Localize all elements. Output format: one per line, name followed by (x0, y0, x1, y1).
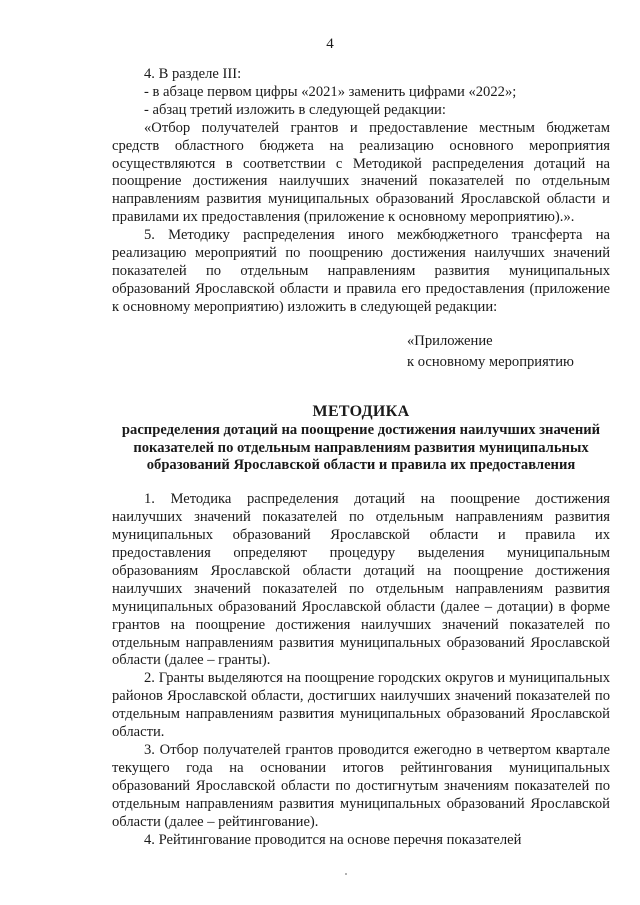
methodology-subtitle: распределения дотаций на поощрение достижения наилучших значений показателей по отдельным направлениям развития муниципальных образований Ярославской области и правила их предоставления (121, 421, 601, 474)
paragraph-5: 5. Методику распределения иного межбюджетного трансферта на реализацию мероприятий по поощрению достижения наилучших значений показателей по отдельным направлениям развития муниципальных образований Ярославской области и правила его предоставления (приложение к основному мероприятию) изложить в следующей редакции: (112, 227, 610, 315)
scan-artifact-dot (345, 873, 347, 875)
methodology-paragraph-1: 1. Методика распределения дотаций на поощрение достижения наилучших значений показателей по отдельным направлениям развития муниципальных образований Ярославской области и правила их предоставления определяют процедуру выделения муниципальным образованиям Ярославской области дотаций на поощрение достижения наилучших значений показателей по отдельным направлениям развития муниципальных образований Ярославской области (далее – дотации) в форме грантов на поощрение достижения наилучших значений показателей по отдельным направлениям развития муниципальных образований Ярославской области (далее – гранты). (112, 491, 610, 669)
methodology-paragraph-2: 2. Гранты выделяются на поощрение городских округов и муниципальных районов Ярославской области, достигших наилучших значений показателей по отдельным направлениям развития муниципальных образований Ярославской области. (112, 670, 610, 741)
appendix-line-2: к основному мероприятию (407, 353, 574, 370)
methodology-title-block (112, 403, 610, 476)
amendment-item-2: - абзац третий изложить в следующей редакции: (144, 101, 446, 118)
amendment-item-1: - в абзаце первом цифры «2021» заменить цифрами «2022»; (144, 83, 517, 100)
amendment-quote: «Отбор получателей грантов и предоставление местным бюджетам средств областного бюджета на реализацию основного мероприятия осуществляются в соответствии с Методикой распределения дотаций на поощрение достижения наилучших значений показателей по отдельным направлениям развития муниципальных образований Ярославской области и правилами их предоставления (приложение к основному мероприятию).». (112, 119, 610, 226)
methodology-paragraph-3: 3. Отбор получателей грантов проводится ежегодно в четвертом квартале текущего года на основании итогов рейтингования муниципальных образований Ярославской области по достигнутым значениям показателей по отдельным направлениям развития муниципальных образований Ярославской области (далее – рейтингование). (112, 742, 610, 830)
appendix-note (407, 331, 610, 373)
section-4-heading: 4. В разделе III: (144, 66, 242, 82)
page-number: 4 (326, 36, 334, 52)
methodology-title: МЕТОДИКА (312, 402, 410, 420)
appendix-line-1: «Приложение (407, 332, 493, 349)
methodology-paragraph-4: 4. Рейтингование проводится на основе перечня показателей (144, 831, 522, 848)
document-body (112, 66, 610, 849)
